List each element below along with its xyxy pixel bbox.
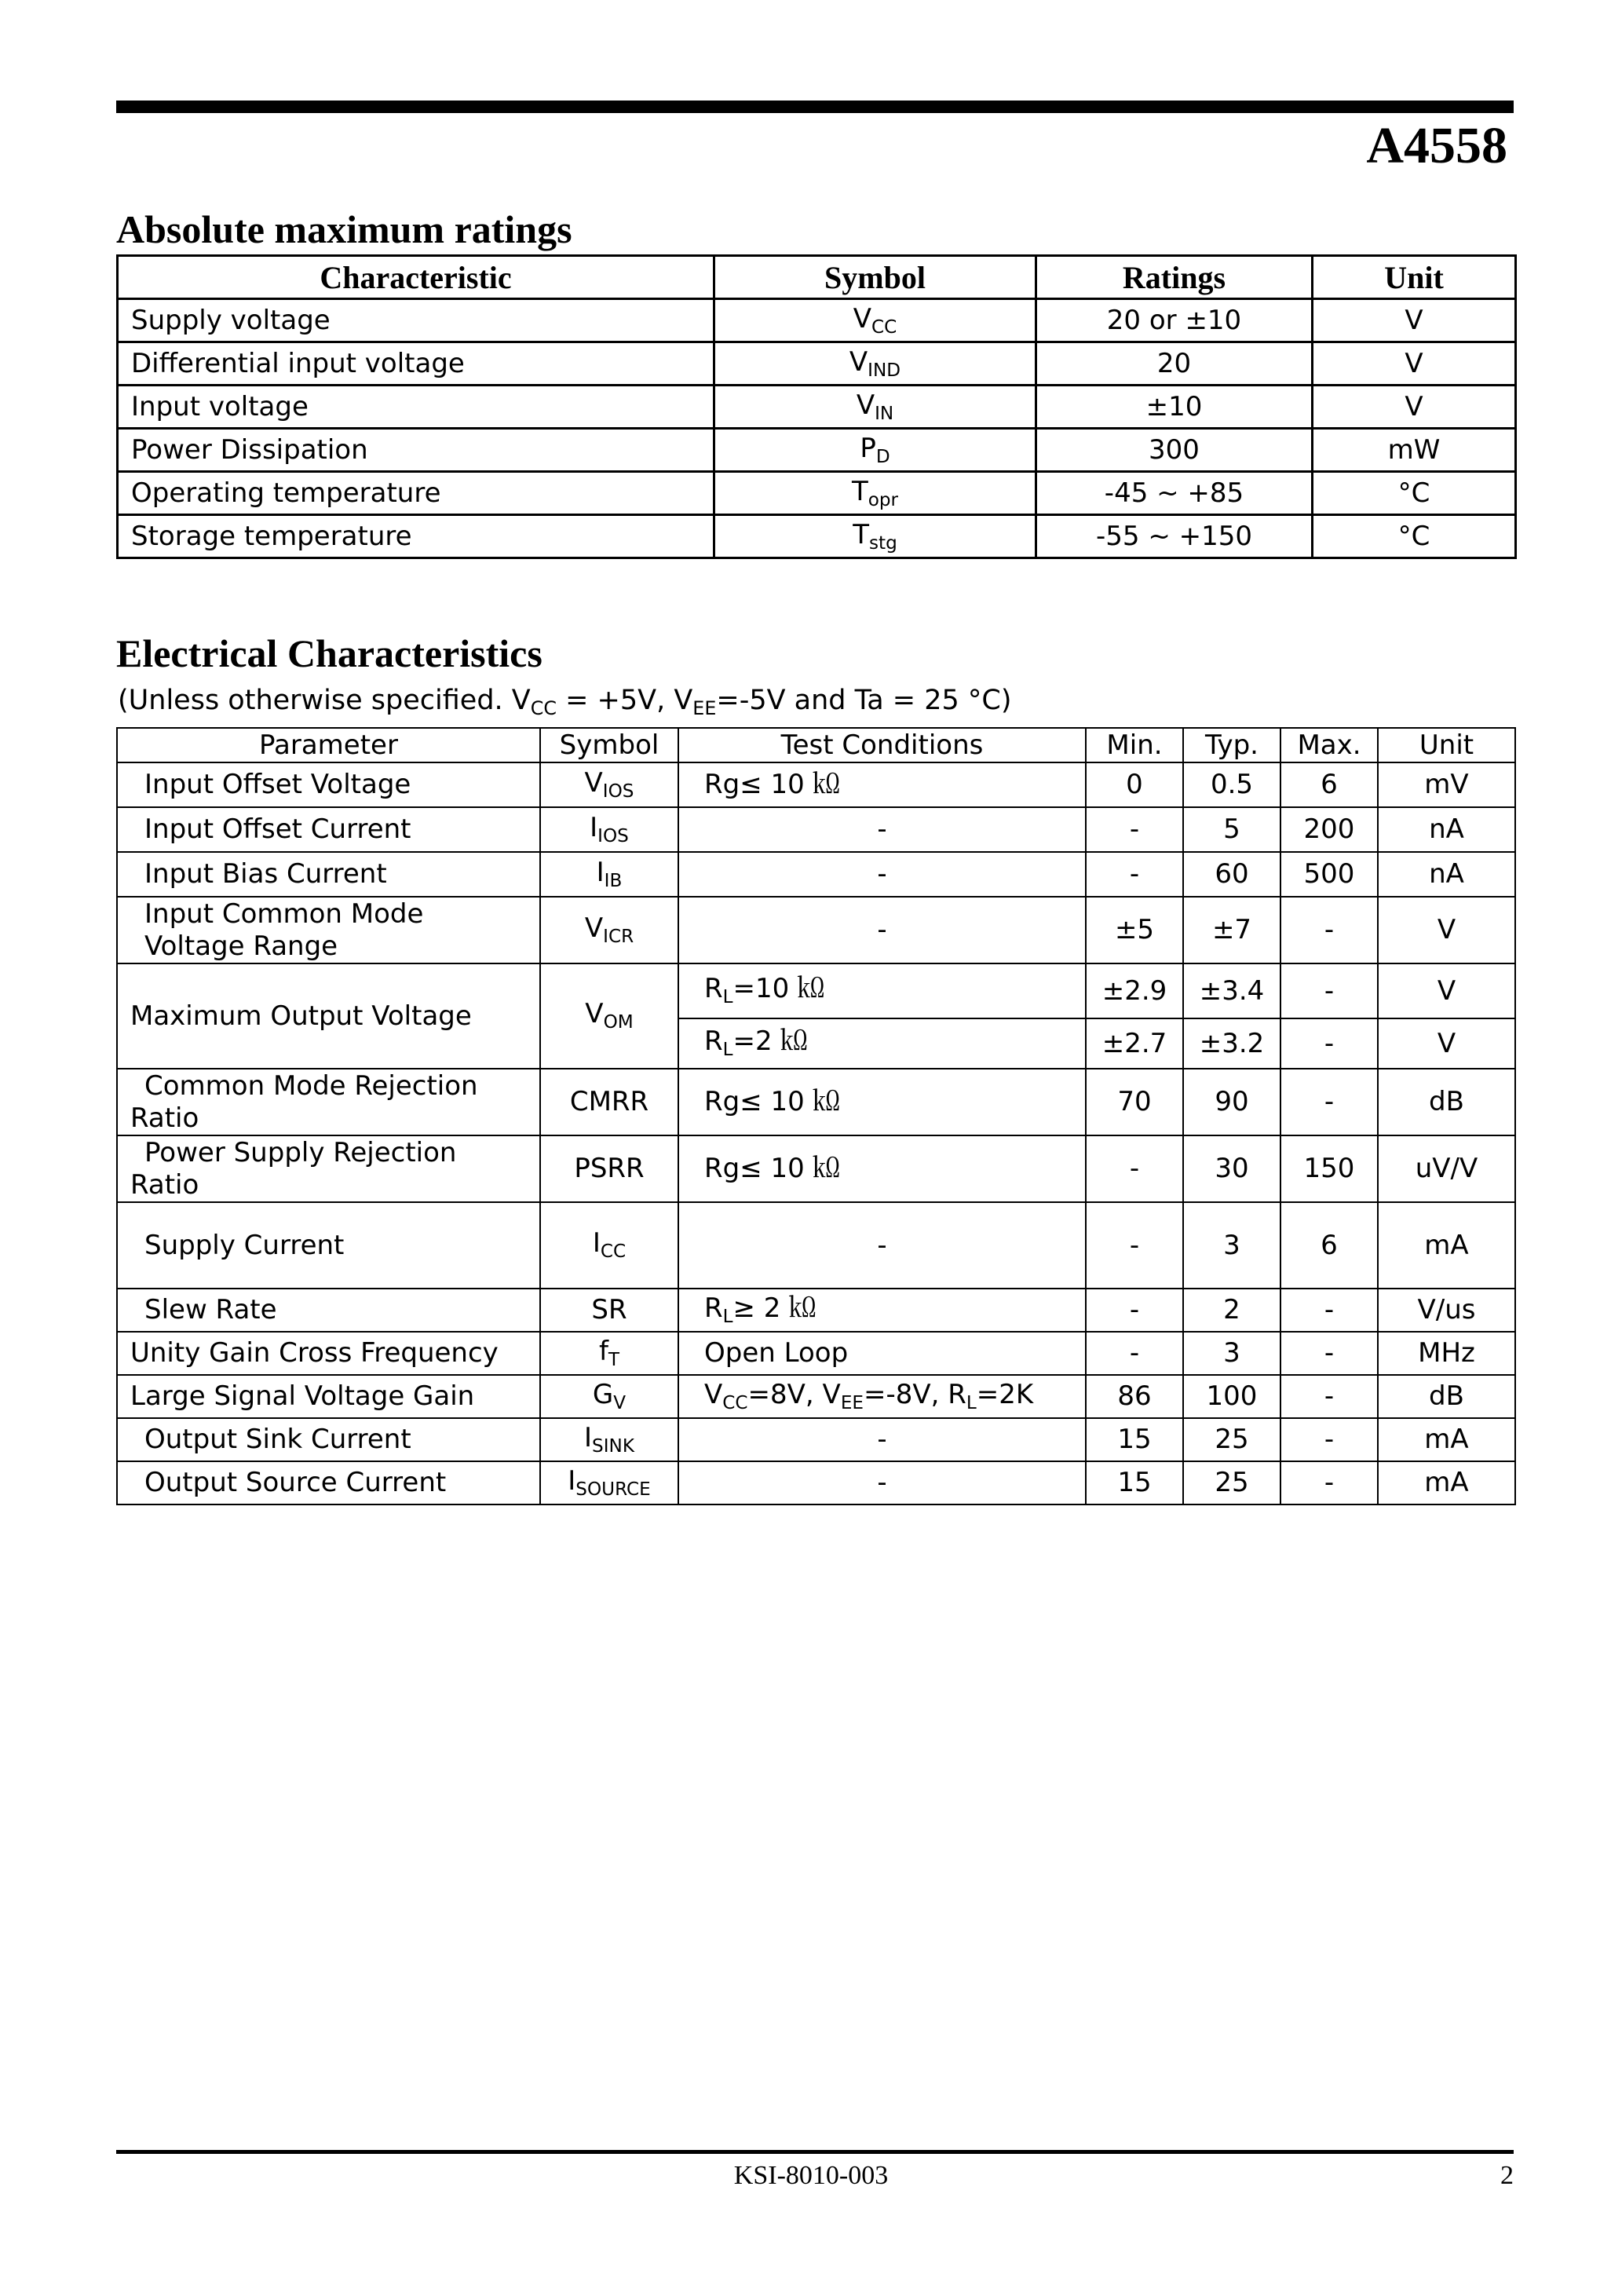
symbol-cell [540, 897, 678, 963]
symbol-subscript: IB [604, 870, 623, 891]
min-cell: ±2.9 [1086, 963, 1183, 1018]
characteristic-cell: Input voltage [118, 386, 714, 429]
note-text: =-5V and Ta = 25 °C) [716, 685, 1012, 716]
symbol-subscript: SOURCE [575, 1479, 651, 1500]
typ-cell: 3 [1183, 1202, 1280, 1289]
footer-rule [116, 2150, 1514, 2154]
symbol-subscript: stg [869, 532, 897, 554]
column-header: Test Conditions [678, 728, 1086, 762]
parameter-cell: Output Source Current [117, 1461, 540, 1504]
symbol-cell [714, 515, 1036, 558]
condition-subscript: L [722, 1306, 733, 1327]
symbol-text: V [584, 766, 603, 799]
condition-cell: Rg≤ 10 ㏀ [678, 762, 1086, 807]
condition-text: V [704, 1378, 723, 1410]
symbol-text: V [853, 303, 871, 335]
electrical-table [116, 727, 1516, 1505]
min-cell: - [1086, 1332, 1183, 1375]
symbol-text: V [856, 389, 875, 422]
symbol-cell: SR [540, 1289, 678, 1332]
table-row [117, 1202, 1515, 1289]
unit-cell: V [1313, 342, 1516, 386]
min-cell: - [1086, 852, 1183, 897]
column-header: Unit [1378, 728, 1515, 762]
symbol-cell [714, 386, 1036, 429]
min-cell: - [1086, 1289, 1183, 1332]
typ-cell: 25 [1183, 1418, 1280, 1461]
part-number-title: A4558 [1366, 117, 1507, 174]
document-code: KSI-8010-003 [733, 2161, 889, 2190]
unit-cell: V [1313, 386, 1516, 429]
unit-cell: mA [1378, 1202, 1515, 1289]
symbol-cell [540, 1461, 678, 1504]
symbol-text: V [585, 998, 604, 1030]
condition-cell: - [678, 852, 1086, 897]
min-cell: - [1086, 807, 1183, 852]
column-header: Min. [1086, 728, 1183, 762]
characteristic-cell: Storage temperature [118, 515, 714, 558]
condition-text: R [704, 1292, 723, 1324]
table-row [117, 1135, 1515, 1202]
electrical-heading: Electrical Characteristics [116, 631, 542, 675]
symbol-subscript: IN [875, 403, 894, 424]
table-row [117, 807, 1515, 852]
parameter-cell [117, 1135, 540, 1202]
max-cell: - [1280, 963, 1378, 1018]
typ-cell: ±7 [1183, 897, 1280, 963]
symbol-cell [540, 963, 678, 1069]
unit-cell: V [1378, 897, 1515, 963]
typ-cell: 100 [1183, 1375, 1280, 1418]
unit-cell: V [1313, 299, 1516, 342]
table-row [117, 1332, 1515, 1375]
characteristic-cell: Power Dissipation [118, 429, 714, 472]
parameter-line: Power Supply Rejection [144, 1136, 457, 1168]
symbol-subscript: SINK [592, 1435, 634, 1457]
min-cell: - [1086, 1135, 1183, 1202]
parameter-cell [117, 1069, 540, 1135]
max-cell: - [1280, 1069, 1378, 1135]
parameter-cell: Supply Current [117, 1202, 540, 1289]
symbol-text: P [860, 433, 876, 465]
rating-cell: 20 [1036, 342, 1313, 386]
page-number: 2 [1500, 2161, 1514, 2190]
unit-cell: mW [1313, 429, 1516, 472]
symbol-text: I [590, 811, 598, 843]
min-cell: 70 [1086, 1069, 1183, 1135]
symbol-subscript: IOS [602, 781, 634, 802]
condition-cell: - [678, 1202, 1086, 1289]
rating-cell: 20 or ±10 [1036, 299, 1313, 342]
table-row [118, 429, 1516, 472]
symbol-subscript: OM [603, 1012, 634, 1033]
table-row [117, 762, 1515, 807]
parameter-cell: Input Offset Current [117, 807, 540, 852]
parameter-line: Common Mode Rejection [144, 1069, 478, 1102]
column-header: Ratings [1036, 256, 1313, 299]
symbol-cell [714, 342, 1036, 386]
symbol-cell [540, 852, 678, 897]
conditions-note [118, 685, 1012, 719]
table-row [118, 515, 1516, 558]
symbol-cell [540, 807, 678, 852]
unit-cell: °C [1313, 472, 1516, 515]
symbol-subscript: ICR [603, 926, 634, 947]
condition-text: =2K [976, 1378, 1034, 1410]
table-row [118, 386, 1516, 429]
condition-cell [678, 1018, 1086, 1069]
typ-cell: 3 [1183, 1332, 1280, 1375]
min-cell: 15 [1086, 1418, 1183, 1461]
unit-cell: V/us [1378, 1289, 1515, 1332]
column-header: Symbol [714, 256, 1036, 299]
max-cell: - [1280, 1289, 1378, 1332]
table-row [117, 963, 1515, 1018]
min-cell: 0 [1086, 762, 1183, 807]
column-header: Typ. [1183, 728, 1280, 762]
typ-cell: 2 [1183, 1289, 1280, 1332]
typ-cell: 25 [1183, 1461, 1280, 1504]
typ-cell: ±3.4 [1183, 963, 1280, 1018]
symbol-cell [714, 299, 1036, 342]
absolute-max-table [116, 254, 1517, 559]
table-header-row [117, 728, 1515, 762]
symbol-text: I [568, 1464, 576, 1497]
table-row [117, 897, 1515, 963]
max-cell: - [1280, 1418, 1378, 1461]
table-header-row [118, 256, 1516, 299]
parameter-cell: Maximum Output Voltage [117, 963, 540, 1069]
column-header: Characteristic [118, 256, 714, 299]
symbol-subscript: D [875, 446, 890, 467]
symbol-subscript: CC [871, 316, 897, 338]
max-cell: - [1280, 1018, 1378, 1069]
symbol-cell [540, 1375, 678, 1418]
column-header: Unit [1313, 256, 1516, 299]
header-rule [116, 101, 1514, 113]
unit-cell: MHz [1378, 1332, 1515, 1375]
typ-cell: 60 [1183, 852, 1280, 897]
condition-subscript: L [966, 1392, 977, 1413]
condition-subscript: EE [840, 1392, 864, 1413]
condition-subscript: CC [722, 1392, 748, 1413]
parameter-line: Voltage Range [144, 930, 338, 962]
symbol-text: V [849, 346, 868, 378]
note-text: = +5V, V [556, 685, 693, 716]
condition-text: =-8V, R [864, 1378, 966, 1410]
parameter-cell: Large Signal Voltage Gain [117, 1375, 540, 1418]
max-cell: - [1280, 897, 1378, 963]
unit-cell: dB [1378, 1069, 1515, 1135]
max-cell: 500 [1280, 852, 1378, 897]
unit-cell: nA [1378, 807, 1515, 852]
table-row [117, 1289, 1515, 1332]
max-cell: - [1280, 1332, 1378, 1375]
parameter-line: Input Common Mode [144, 898, 424, 930]
symbol-cell [714, 472, 1036, 515]
condition-subscript: L [722, 1040, 733, 1061]
symbol-text: V [584, 912, 604, 944]
min-cell: 15 [1086, 1461, 1183, 1504]
table-row [117, 1461, 1515, 1504]
typ-cell: 5 [1183, 807, 1280, 852]
unit-cell: V [1378, 963, 1515, 1018]
condition-cell [678, 1289, 1086, 1332]
unit-cell: uV/V [1378, 1135, 1515, 1202]
rating-cell: -55 ~ +150 [1036, 515, 1313, 558]
parameter-cell: Input Offset Voltage [117, 762, 540, 807]
typ-cell: 0.5 [1183, 762, 1280, 807]
rating-cell: 300 [1036, 429, 1313, 472]
parameter-cell: Output Sink Current [117, 1418, 540, 1461]
unit-cell: mV [1378, 762, 1515, 807]
max-cell: - [1280, 1375, 1378, 1418]
unit-cell: mA [1378, 1461, 1515, 1504]
parameter-cell [117, 897, 540, 963]
rating-cell: -45 ~ +85 [1036, 472, 1313, 515]
symbol-cell: CMRR [540, 1069, 678, 1135]
symbol-subscript: V [613, 1392, 627, 1413]
typ-cell: 90 [1183, 1069, 1280, 1135]
min-cell: ±2.7 [1086, 1018, 1183, 1069]
symbol-text: T [851, 476, 868, 508]
min-cell: - [1086, 1202, 1183, 1289]
condition-cell: - [678, 1418, 1086, 1461]
table-row [117, 1069, 1515, 1135]
parameter-cell: Unity Gain Cross Frequency [117, 1332, 540, 1375]
rating-cell: ±10 [1036, 386, 1313, 429]
symbol-text: I [592, 1227, 601, 1260]
min-cell: ±5 [1086, 897, 1183, 963]
max-cell: 200 [1280, 807, 1378, 852]
unit-cell: dB [1378, 1375, 1515, 1418]
condition-cell [678, 963, 1086, 1018]
unit-cell: mA [1378, 1418, 1515, 1461]
typ-cell: ±3.2 [1183, 1018, 1280, 1069]
symbol-subscript: IOS [597, 825, 629, 846]
symbol-subscript: T [608, 1349, 620, 1370]
symbol-cell [540, 1418, 678, 1461]
parameter-cell: Slew Rate [117, 1289, 540, 1332]
note-subscript: CC [530, 697, 557, 720]
symbol-cell [540, 762, 678, 807]
column-header: Symbol [540, 728, 678, 762]
symbol-subscript: opr [868, 489, 899, 510]
typ-cell: 30 [1183, 1135, 1280, 1202]
symbol-text: G [592, 1378, 614, 1410]
table-row [118, 299, 1516, 342]
table-row [117, 852, 1515, 897]
min-cell: 86 [1086, 1375, 1183, 1418]
condition-subscript: L [722, 987, 733, 1008]
unit-cell: V [1378, 1018, 1515, 1069]
parameter-line: Ratio [130, 1168, 199, 1201]
characteristic-cell: Differential input voltage [118, 342, 714, 386]
condition-cell: - [678, 897, 1086, 963]
symbol-cell [540, 1332, 678, 1375]
parameter-cell: Input Bias Current [117, 852, 540, 897]
characteristic-cell: Supply voltage [118, 299, 714, 342]
max-cell: - [1280, 1461, 1378, 1504]
note-subscript: EE [692, 697, 717, 720]
condition-text: =10 ㏀ [732, 973, 825, 1005]
table-row [117, 1418, 1515, 1461]
condition-cell: Rg≤ 10 ㏀ [678, 1069, 1086, 1135]
absolute-max-heading: Absolute maximum ratings [116, 207, 572, 251]
table-row [117, 1375, 1515, 1418]
symbol-subscript: CC [600, 1241, 627, 1263]
condition-cell [678, 1375, 1086, 1418]
condition-text: =2 ㏀ [732, 1026, 808, 1058]
condition-text: =8V, V [747, 1378, 841, 1410]
condition-cell: Open Loop [678, 1332, 1086, 1375]
symbol-cell: PSRR [540, 1135, 678, 1202]
column-header: Parameter [117, 728, 540, 762]
table-row [118, 342, 1516, 386]
column-header: Max. [1280, 728, 1378, 762]
symbol-text: I [584, 1421, 593, 1453]
condition-text: ≥ 2 ㏀ [732, 1292, 816, 1324]
table-row [118, 472, 1516, 515]
note-text: (Unless otherwise specified. V [118, 685, 531, 716]
symbol-text: T [853, 519, 869, 551]
unit-cell: °C [1313, 515, 1516, 558]
condition-text: R [704, 973, 723, 1005]
condition-cell: Rg≤ 10 ㏀ [678, 1135, 1086, 1202]
symbol-text: f [598, 1335, 608, 1367]
symbol-text: I [596, 856, 605, 888]
max-cell: 6 [1280, 762, 1378, 807]
condition-text: R [704, 1026, 723, 1058]
symbol-cell [714, 429, 1036, 472]
max-cell: 150 [1280, 1135, 1378, 1202]
characteristic-cell: Operating temperature [118, 472, 714, 515]
symbol-subscript: IND [868, 360, 901, 381]
unit-cell: nA [1378, 852, 1515, 897]
condition-cell: - [678, 807, 1086, 852]
symbol-cell [540, 1202, 678, 1289]
max-cell: 6 [1280, 1202, 1378, 1289]
condition-cell: - [678, 1461, 1086, 1504]
parameter-line: Ratio [130, 1102, 199, 1134]
